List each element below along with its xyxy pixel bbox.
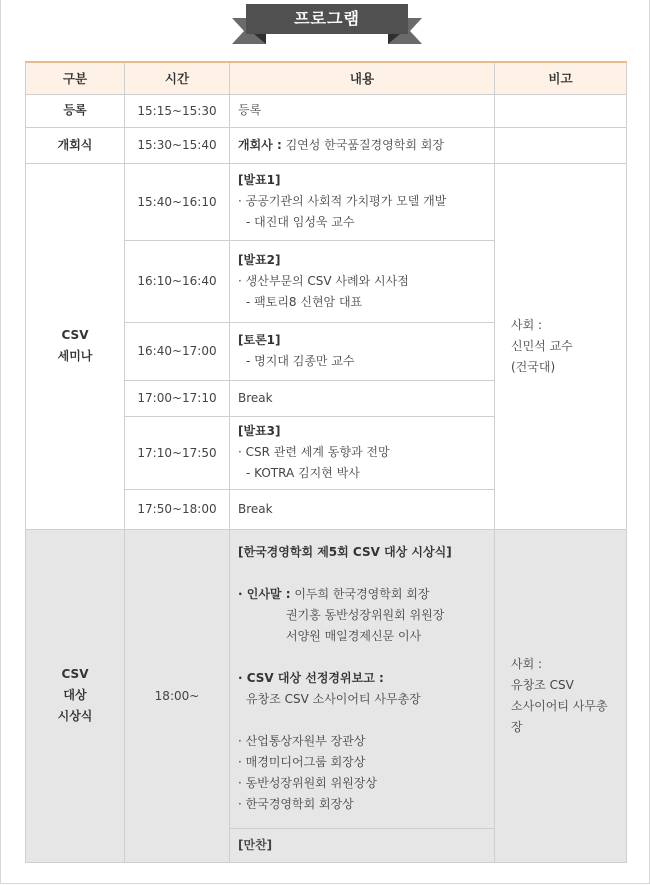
- award-content: [230, 529, 495, 828]
- seminar-content: [230, 163, 495, 240]
- award-time: 18:00~: [125, 529, 230, 862]
- header-row: [26, 62, 627, 94]
- seminar-content: [230, 416, 495, 489]
- opening-label: 개회사 :: [238, 137, 282, 152]
- seminar-time: 15:40~16:10: [125, 163, 230, 240]
- greet-label: · 인사말 :: [238, 587, 291, 601]
- award-category: [26, 529, 125, 862]
- award-category-line3: 시상식: [57, 709, 93, 723]
- header-content: 내용: [230, 62, 495, 94]
- opening-note: [495, 127, 627, 163]
- registration-note: [495, 94, 627, 127]
- table-row: [26, 94, 627, 127]
- award-note-line2: 유창조 CSV: [511, 677, 574, 692]
- session-head: [토론1]: [238, 333, 281, 347]
- page-title: 프로그램: [246, 4, 408, 34]
- seminar-time: 17:10~17:50: [125, 416, 230, 489]
- seminar-note-line1: 사회 :: [511, 317, 543, 332]
- program-table: [25, 61, 627, 863]
- award-item: · 한국경영학회 회장상: [238, 797, 354, 811]
- seminar-note: [495, 163, 627, 529]
- dinner-content: [만찬]: [230, 828, 495, 862]
- session-speaker: - KOTRA 김지현 박사: [246, 466, 360, 480]
- session-head: [발표1]: [238, 173, 281, 187]
- spacer: [238, 710, 486, 731]
- greet-speaker: 서양원 매일경제신문 이사: [286, 629, 422, 643]
- header-time: 시간: [125, 62, 230, 94]
- header-note: 비고: [495, 62, 627, 94]
- report-speaker: 유창조 CSV 소사이어티 사무총장: [246, 692, 421, 706]
- session-topic: · 생산부문의 CSV 사례와 시사점: [238, 273, 409, 288]
- registration-content: 등록: [230, 94, 495, 127]
- ribbon-left-fold: [254, 34, 266, 44]
- title-ribbon: [232, 4, 422, 44]
- spacer: [238, 563, 486, 584]
- award-note-line1: 사회 :: [511, 656, 543, 671]
- session-topic: · CSR 관련 세계 동향과 전망: [238, 445, 390, 459]
- session-speaker: - 팩토리8 신현암 대표: [246, 294, 363, 309]
- report-label: · CSV 대상 선정경위보고 :: [238, 671, 384, 685]
- seminar-category-line2: 세미나: [57, 349, 93, 363]
- seminar-category: [26, 163, 125, 529]
- spacer: [238, 647, 486, 668]
- award-note: [495, 529, 627, 862]
- award-item: · 산업통상자원부 장관상: [238, 734, 366, 748]
- award-head: [한국경영학회 제5회 CSV 대상 시상식]: [238, 545, 452, 559]
- seminar-note-line2: 신민석 교수: [511, 338, 573, 353]
- session-head: [발표3]: [238, 424, 281, 438]
- table-row: [26, 529, 627, 828]
- seminar-note-line3: (건국대): [511, 359, 556, 374]
- greet-line: [238, 584, 486, 605]
- seminar-time: 16:40~17:00: [125, 322, 230, 380]
- session-topic: · 공공기관의 사회적 가치평가 모델 개발: [238, 194, 447, 208]
- session-speaker: - 명지대 김종만 교수: [246, 354, 355, 368]
- seminar-time: 17:50~18:00: [125, 489, 230, 529]
- table-row: [26, 127, 627, 163]
- header-category: 구분: [26, 62, 125, 94]
- seminar-content: Break: [230, 380, 495, 416]
- award-category-line1: CSV: [61, 667, 89, 681]
- seminar-content: [230, 322, 495, 380]
- seminar-category-line1: CSV: [61, 328, 89, 342]
- award-item: · 동반성장위원회 위원장상: [238, 776, 377, 790]
- seminar-content: Break: [230, 489, 495, 529]
- ribbon-right-fold: [388, 34, 400, 44]
- greet-speaker: 권기홍 동반성장위원회 위원장: [286, 608, 445, 622]
- opening-speaker: 김연성 한국품질경영학회 회장: [281, 137, 444, 152]
- table-row: [26, 163, 627, 240]
- registration-category: 등록: [26, 94, 125, 127]
- opening-category: 개회식: [26, 127, 125, 163]
- session-head: [발표2]: [238, 252, 281, 267]
- session-speaker: - 대진대 임성욱 교수: [246, 215, 355, 229]
- seminar-content: [230, 240, 495, 322]
- registration-time: 15:15~15:30: [125, 94, 230, 127]
- award-category-line2: 대상: [63, 688, 87, 702]
- greet-speaker: 이두희 한국경영학회 회장: [290, 587, 430, 601]
- award-note-line3: 소사이어티 사무총장: [511, 698, 608, 734]
- seminar-time: 17:00~17:10: [125, 380, 230, 416]
- opening-content: [230, 127, 495, 163]
- opening-time: 15:30~15:40: [125, 127, 230, 163]
- seminar-time: 16:10~16:40: [125, 240, 230, 322]
- award-item: · 매경미디어그룹 회장상: [238, 755, 366, 769]
